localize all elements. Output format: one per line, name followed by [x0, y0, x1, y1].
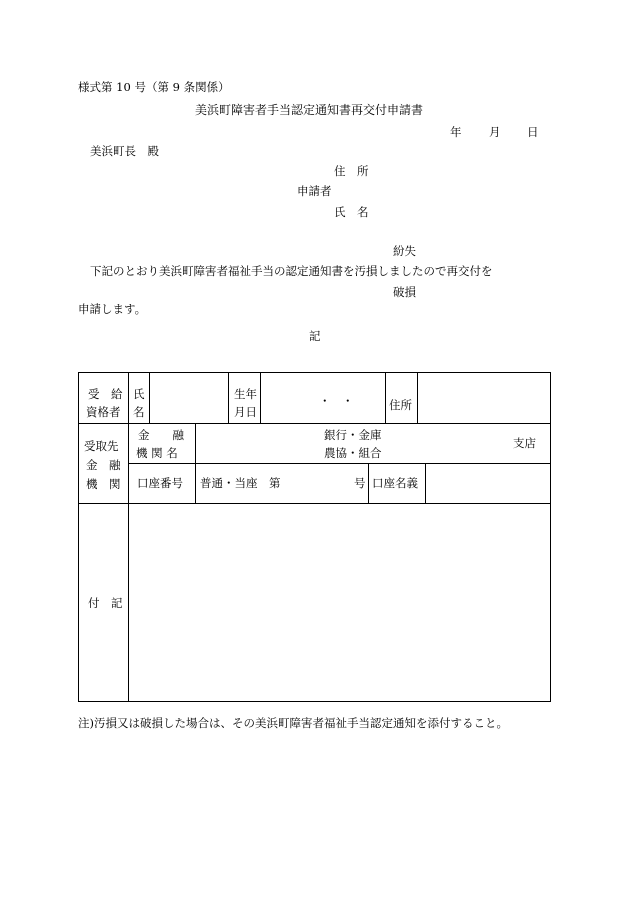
applicant-name-label: 氏 名: [334, 205, 369, 219]
account-go: 号: [354, 476, 366, 490]
fin-inst-label-2: 機 関 名: [136, 446, 178, 460]
bank-type-2: 農協・組合: [324, 446, 382, 460]
column-divider: [149, 373, 150, 423]
footnote: 注)汚損又は破損した場合は、その美浜町障害者福祉手当認定通知を添付すること。: [78, 716, 508, 730]
request-sentence: 下記のとおり美浜町障害者福祉手当の認定通知書を汚損しましたので再交付を: [90, 264, 493, 278]
address-label: 住所: [389, 398, 412, 412]
payee-label-1: 受取先: [84, 439, 119, 453]
payee-label-2: 金 融: [86, 458, 121, 472]
account-holder-label: 口座名義: [372, 476, 418, 490]
option-lost: 紛失: [393, 244, 416, 258]
recipient-label-1: 受 給: [88, 387, 123, 401]
payee-label-3: 機 関: [86, 477, 121, 491]
dob-dots: ・ ・: [319, 394, 354, 408]
applicant-label: 申請者: [297, 184, 332, 198]
row-divider: [79, 423, 550, 424]
account-type: 普通・当座 第: [200, 476, 281, 490]
name-label-2: 名: [133, 405, 145, 419]
application-table: [78, 372, 551, 702]
column-divider: [417, 373, 418, 423]
column-divider: [128, 373, 129, 701]
account-number-label: 口座番号: [137, 476, 183, 490]
column-divider: [385, 373, 386, 423]
column-divider: [425, 463, 426, 503]
dob-label-1: 生年: [234, 387, 257, 401]
column-divider: [195, 423, 196, 503]
column-divider: [260, 373, 261, 423]
ki-heading: 記: [309, 329, 321, 343]
name-label-1: 氏: [133, 387, 145, 401]
request-sentence-end: 申請します。: [78, 302, 147, 316]
dob-label-2: 月日: [234, 405, 257, 419]
applicant-address-label: 住 所: [334, 164, 369, 178]
column-divider: [368, 463, 369, 503]
column-divider: [228, 373, 229, 423]
document-title: 美浜町障害者手当認定通知書再交付申請書: [195, 103, 424, 117]
row-divider: [129, 463, 550, 464]
option-damaged: 破損: [393, 285, 416, 299]
date-day: 日: [527, 125, 539, 139]
addressee: 美浜町長 殿: [90, 144, 159, 158]
remarks-label: 付 記: [88, 596, 123, 610]
row-divider: [79, 503, 550, 504]
fin-inst-label-1: 金 融: [138, 428, 184, 442]
branch-label: 支店: [513, 436, 536, 450]
date-year: 年: [450, 125, 462, 139]
bank-type-1: 銀行・金庫: [324, 428, 382, 442]
form-number: 様式第 10 号（第 9 条関係）: [78, 80, 230, 94]
date-month: 月: [489, 125, 501, 139]
recipient-label-2: 資格者: [86, 405, 121, 419]
